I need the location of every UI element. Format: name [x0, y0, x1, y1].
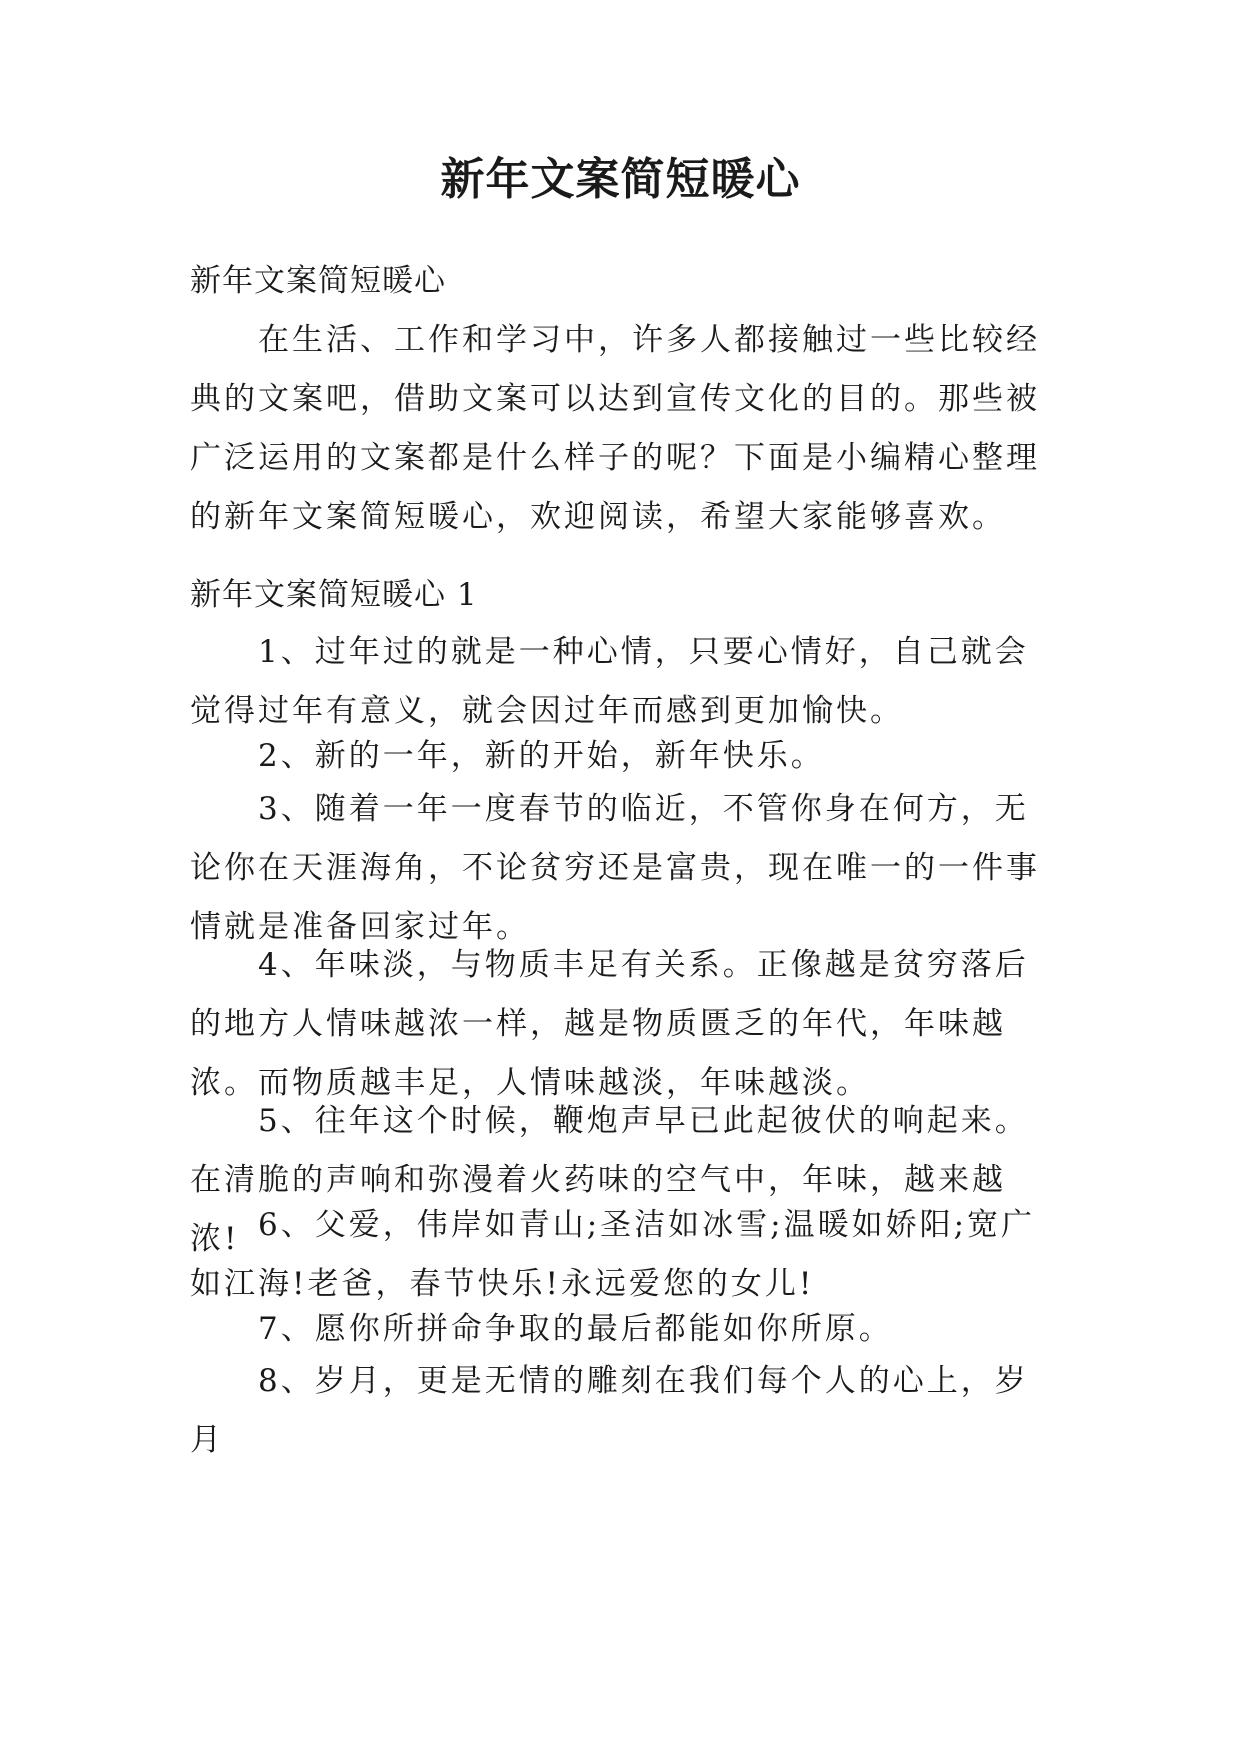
list-item: 7、愿你所拼命争取的最后都能如你所原。 — [258, 1311, 893, 1347]
document-subtitle: 新年文案简短暖心 — [190, 263, 446, 299]
list-item: 2、新的一年，新的开始，新年快乐。 — [258, 738, 825, 774]
list-item: 8、岁月，更是无情的雕刻在我们每个人的心上，岁月 — [190, 1363, 1029, 1458]
document-title: 新年文案简短暖心 — [440, 154, 801, 205]
list-item: 1、过年过的就是一种心情，只要心情好，自己就会觉得过年有意义，就会因过年而感到更加愉快。 — [190, 634, 1029, 729]
section-heading: 新年文案简短暖心 1 — [190, 577, 478, 613]
list-item: 3、随着一年一度春节的临近，不管你身在何方，无论你在天涯海角，不论贫穷还是富贵，现在唯一的一件事情就是准备回家过年。 — [190, 791, 1040, 945]
intro-paragraph: 在生活、工作和学习中，许多人都接触过一些比较经典的文案吧，借助文案可以达到宣传文化的目的。那些被广泛运用的文案都是什么样子的呢？下面是小编精心整理的新年文案简短暖心，欢迎阅读，希望大家能够喜欢。 — [190, 322, 1040, 535]
list-item: 4、年味淡，与物质丰足有关系。正像越是贫穷落后的地方人情味越浓一样，越是物质匮乏的年代，年味越浓。而物质越丰足，人情味越淡，年味越淡。 — [190, 947, 1029, 1101]
list-item: 5、往年这个时候，鞭炮声早已此起彼伏的响起来。在清脆的声响和弥漫着火药味的空气中，年味，越来越浓! — [190, 1103, 1029, 1257]
list-item: 6、父爱，伟岸如青山;圣洁如冰雪;温暖如娇阳;宽广如江海!老爸，春节快乐!永远爱您的女儿! — [190, 1207, 1036, 1302]
